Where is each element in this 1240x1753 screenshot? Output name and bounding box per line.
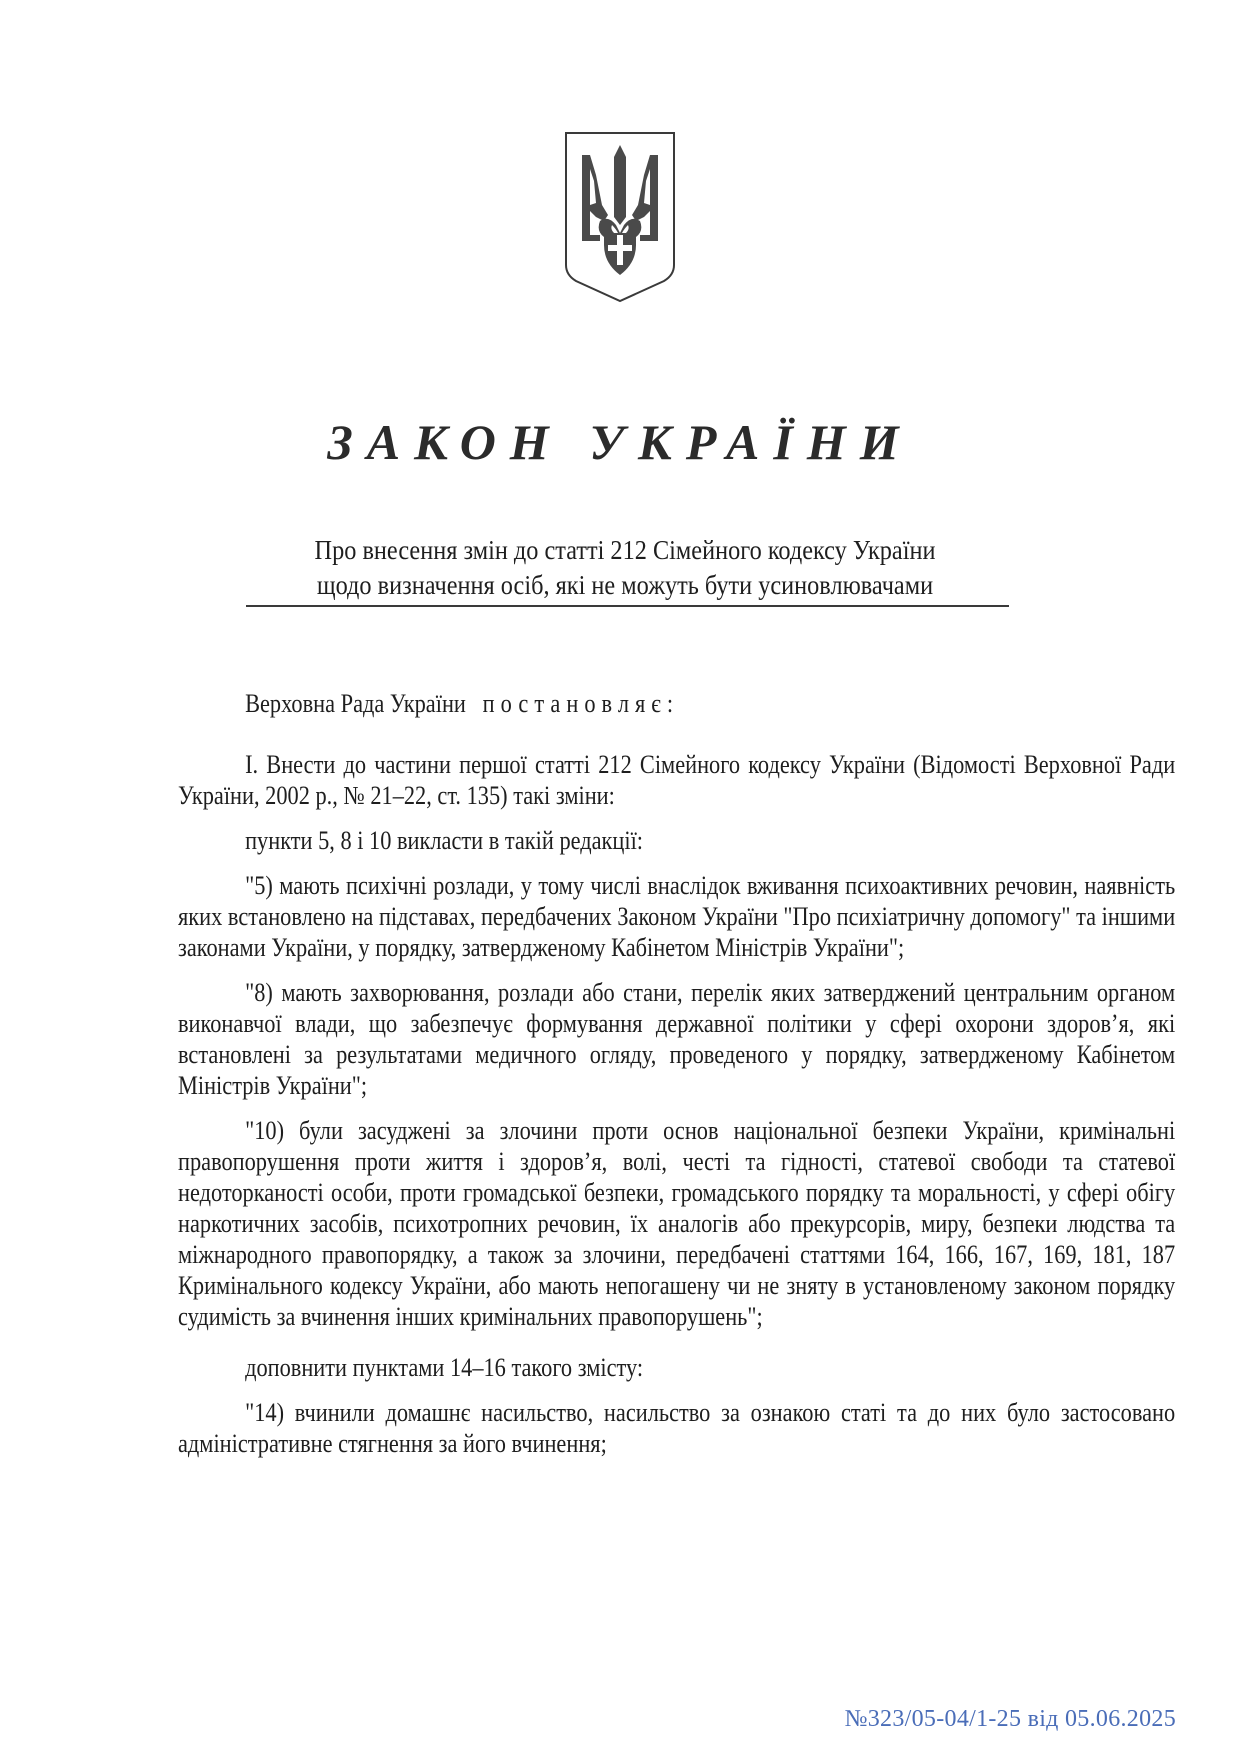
coat-of-arms-emblem — [560, 125, 680, 305]
item-14: "14) вчинили домашнє насильство, насильство за ознакою статі та до них було застосовано адміністративне стягнення за його вчинення; — [178, 1398, 1176, 1458]
add-items-14-16: доповнити пунктами 14–16 такого змісту: — [245, 1353, 644, 1382]
preamble — [178, 688, 1175, 719]
preamble-lead: Верховна Рада України — [245, 689, 466, 718]
item-5: "5) мають психічні розлади, у тому числі внаслідок вживання психоактивних речовин, наявність яких встановлено на підставах, передбачених Законом України "Про психіатричну допомогу" та іншими законами України, у порядку, затвердженому Кабінетом Міністрів України"; — [178, 871, 1176, 962]
item-10: "10) були засуджені за злочини проти основ національної безпеки України, кримінальні правопорушення проти життя і здоров’я, волі, честі та гідності, статевої свободи та статевої недоторканості особи, проти громадської безпеки, громадського порядку та моральності, у сфері обігу наркотичних засобів, психотропних речовин, їх аналогів або прекурсорів, миру, безпеки людства та міжнародного правопорядку, а також за злочини, передбачені статтями 164, 166, 167, 169, 181, 187 Кримінального кодексу України, або мають непогашену чи не зняту в установленому законом порядку судимість за вчинення інших кримінальних правопорушень"; — [178, 1116, 1176, 1331]
law-body — [178, 688, 1175, 1459]
subtitle-underline — [246, 605, 1009, 607]
coat-of-arms-trident-icon — [560, 125, 680, 305]
law-title: ЗАКОН УКРАЇНИ — [327, 414, 913, 470]
preamble-verb: постановляє: — [482, 689, 680, 718]
amend-items-5-8-10: пункти 5, 8 і 10 викласти в такій редакції: — [245, 826, 644, 855]
subtitle-line-1: Про внесення змін до статті 212 Сімейного кодексу України — [314, 535, 936, 565]
section-1-intro: І. Внести до частини першої статті 212 Сімейного кодексу України (Відомості Верховної Ради України, 2002 р., № 21–22, ст. 135) такі зміни: — [178, 750, 1176, 810]
item-8: "8) мають захворювання, розлади або стани, перелік яких затверджений центральним органом виконавчої влади, що забезпечує формування державної політики у сфері охорони здоров’я, які встановлені за результатами медичного огляду, проведеного у порядку, затвердженому Кабінетом Міністрів України"; — [178, 978, 1176, 1100]
registration-stamp: №323/05-04/1-25 від 05.06.2025 — [844, 1706, 1176, 1732]
law-subtitle — [279, 533, 972, 603]
subtitle-line-2: щодо визначення осіб, які не можуть бути усиновлювачами — [316, 570, 934, 600]
